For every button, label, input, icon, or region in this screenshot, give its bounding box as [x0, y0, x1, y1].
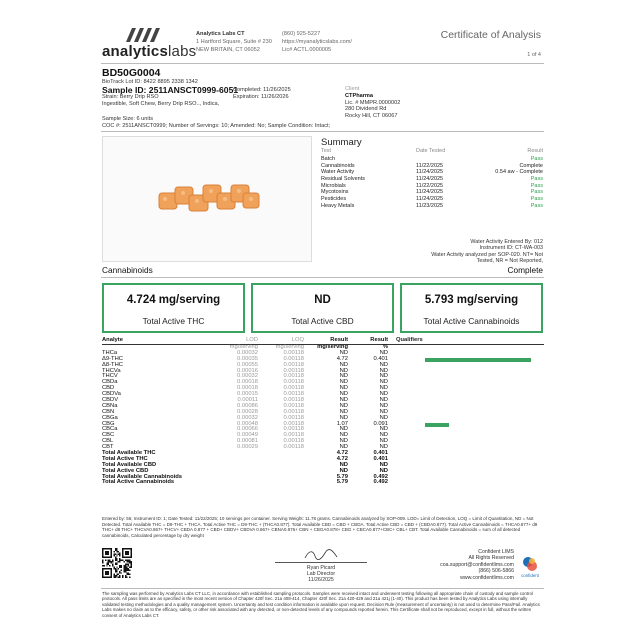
total-name: Total Available CBD — [102, 461, 157, 468]
total-name: Total Active THC — [102, 455, 148, 462]
signature-block — [275, 548, 367, 583]
col-result-mg: Result — [330, 337, 348, 343]
summary-row — [321, 169, 543, 176]
client-city: Rocky Hill, CT 06067 — [345, 113, 398, 120]
page-number: 1 of 4 — [527, 52, 541, 58]
analyte-result-mg: ND — [339, 379, 348, 386]
total-result-pct: 0.401 — [373, 450, 388, 457]
product-photo — [102, 136, 312, 262]
client-license: Lic. # MMPR.0000002 — [345, 99, 401, 106]
qr-code-icon[interactable] — [102, 548, 132, 578]
lims-website[interactable]: www.confidentlims.com — [460, 574, 514, 581]
analyte-loq: 0.00118 — [283, 385, 304, 392]
analyte-lod: 0.00011 — [237, 397, 258, 404]
brand-word-bold: analytics — [102, 43, 169, 60]
signer-title: Lab Director — [306, 571, 336, 577]
summary-result: Pass — [530, 196, 543, 203]
summary-date: 11/22/2025 — [416, 182, 444, 189]
analyte-name: CBDVa — [102, 391, 121, 398]
analyte-result-pct: ND — [379, 414, 388, 421]
sample-size-block — [102, 116, 330, 130]
summary-row — [321, 176, 543, 183]
analyte-result-mg: ND — [339, 408, 348, 415]
analyte-name: THCa — [102, 349, 118, 356]
analyte-name: Δ8-THC — [102, 361, 123, 368]
analyte-result-mg: 4.72 — [336, 355, 348, 362]
analyte-name: THCVa — [102, 367, 121, 374]
summary-date: 11/24/2025 — [416, 176, 444, 183]
lab-phone: (860) 925-5227 — [282, 31, 321, 37]
total-result-mg: 4.72 — [336, 450, 348, 457]
lab-name: Analytics Labs CT — [196, 31, 245, 37]
analyte-result-mg: ND — [339, 402, 348, 409]
analyte-lod: 0.00015 — [237, 391, 258, 398]
analyte-loq: 0.00118 — [283, 444, 304, 451]
total-active-thc-label: Total Active THC — [142, 316, 205, 326]
total-active-thc-box — [102, 283, 245, 333]
analyte-name: CBCa — [102, 426, 118, 433]
analyte-result-mg: ND — [339, 432, 348, 439]
analyte-result-pct: ND — [379, 361, 388, 368]
analyte-loq: 0.00118 — [283, 373, 304, 380]
cannabinoids-section-title: Cannabinoids — [102, 265, 153, 275]
total-name: Total Active CBD — [102, 467, 149, 474]
analyte-result-bar — [425, 358, 531, 362]
summary-test: Microbials — [321, 182, 346, 189]
signer-name: Ryan Picard — [306, 565, 336, 571]
analyte-name: CBG — [102, 420, 115, 427]
analyte-result-mg: ND — [339, 414, 348, 421]
analyte-result-pct: 0.091 — [373, 420, 388, 427]
analyte-loq: 0.00118 — [283, 367, 304, 374]
analyte-result-mg: ND — [339, 444, 348, 451]
analyte-result-mg: ND — [339, 367, 348, 374]
cannabinoid-analyte-table — [102, 337, 544, 486]
analyte-loq: 0.00118 — [283, 408, 304, 415]
analysis-notes: Entered by: 56; Instrument ID: 1; Date Tested: 11/22/2025; 10 servings per container. Serving Weight: 11.78 grams. Cannabinoids analyzed by SOP-009. LOD= Limit of Detection, LOQ = Limit of Quantitation, ND = Not Detected. Total Available THC = D9-THC + THCA. Total Active THC = D9-THC + (THCA0.877). Total Available CBD = CBD + CBDA. Total Active CBD = CBD + (CBDA0.877). Total Active Cannabinoids = THCA0.877+ d9 THC+ d8 THC+ THCVA0.867+ THCV+ CBDA 0.877 + CBD+ CBDV+ CBDVA 0.867+ CBNA0.876+ CBN + CBGA0.878+ CBG + CBCA0.877+CBC+ CBL+ CBT. Total Available Cannabinoids = sum of all detected cannabinoids, Calculated percentage by dry weight — [102, 516, 538, 538]
col-lod: LOD — [246, 337, 258, 343]
summary-col-date: Date Tested — [416, 148, 446, 154]
signature-date: 11/26/2025 — [308, 577, 334, 583]
subcol-result-pct-unit: % — [382, 344, 388, 350]
total-result-mg: 5.79 — [336, 479, 348, 486]
analyte-result-mg: ND — [339, 426, 348, 433]
lims-phone: (866) 506-5866 — [478, 568, 514, 575]
total-name: Total Available THC — [102, 450, 156, 457]
summary-row — [321, 196, 543, 203]
summary-test: Residual Solvents — [321, 176, 366, 183]
analyte-loq: 0.00118 — [283, 402, 304, 409]
analyte-lod: 0.00016 — [237, 367, 258, 374]
summary-test: Pesticides — [321, 196, 347, 203]
analyte-result-pct: ND — [379, 391, 388, 398]
lims-info — [440, 549, 514, 581]
analyte-lod: 0.00066 — [237, 426, 258, 433]
confident-lims-logo — [517, 556, 543, 578]
summary-title: Summary — [321, 137, 362, 148]
total-active-thc-value: 4.724 mg/serving — [126, 294, 221, 306]
total-active-cannabinoids-label: Total Active Cannabinoids — [423, 316, 520, 326]
summary-row — [321, 156, 543, 163]
analyte-result-mg: ND — [339, 397, 348, 404]
analyte-name: CBN — [102, 408, 115, 415]
subcol-result-mg-unit: mg/serving — [317, 344, 348, 350]
analyte-name: CBNa — [102, 402, 118, 409]
wa-note-line3: Water Activity analyzed per SOP-020. NT= Not — [431, 251, 543, 258]
col-result-pct: Result — [370, 337, 388, 343]
analyte-lod: 0.00086 — [237, 402, 258, 409]
analyte-lod: 0.00018 — [237, 379, 258, 386]
col-loq: LOQ — [291, 337, 304, 343]
summary-result: 0.54 aw - Complete — [495, 169, 543, 176]
total-result-pct: ND — [379, 467, 388, 474]
analyte-result-pct: ND — [379, 432, 388, 439]
total-name: Total Available Cannabinoids — [102, 473, 182, 480]
brand-wordmark — [102, 43, 196, 60]
total-row — [102, 480, 544, 486]
batch-id: BD50G0004 — [102, 67, 161, 79]
client-block — [345, 86, 400, 120]
summary-header-row — [321, 148, 543, 156]
analyte-name: CBC — [102, 432, 115, 439]
document-title: Certificate of Analysis — [440, 29, 541, 41]
handwritten-signature-icon — [275, 548, 367, 562]
summary-test: Water Activity — [321, 169, 355, 176]
analyte-result-pct: ND — [379, 397, 388, 404]
total-active-cannabinoids-value: 5.793 mg/serving — [424, 294, 519, 306]
expiration-date: Expiration: 11/26/2026 — [233, 93, 289, 100]
water-activity-note — [431, 239, 543, 265]
summary-result: Pass — [530, 176, 543, 183]
summary-col-test: Test — [321, 148, 332, 154]
summary-test: Cannabinoids — [321, 162, 355, 169]
total-active-cbd-box — [251, 283, 394, 333]
analyte-result-pct: ND — [379, 349, 388, 356]
wa-note-line2: Instrument ID: CT-WA-003 — [479, 245, 543, 252]
sample-dates-block — [233, 87, 291, 101]
analyte-name: CBT — [102, 444, 114, 451]
analytics-labs-logo-icon — [126, 28, 160, 42]
analyte-loq: 0.00118 — [283, 349, 304, 356]
sample-divider — [101, 131, 544, 132]
analyte-lod: 0.00028 — [237, 408, 258, 415]
total-result-pct: ND — [379, 461, 388, 468]
analyte-lod: 0.00018 — [237, 385, 258, 392]
summary-date: 11/24/2025 — [416, 196, 444, 203]
summary-date: 11/24/2025 — [416, 169, 444, 176]
client-street: 280 Dividend Rd — [345, 106, 387, 113]
analyte-lod: 0.00032 — [237, 349, 258, 356]
confident-logo-text: confident — [521, 573, 539, 578]
analyte-name: CBGa — [102, 414, 118, 421]
analyte-result-pct: ND — [379, 444, 388, 451]
summary-result: Pass — [530, 189, 543, 196]
footer-disclaimer: The sampling was performed by Analytics Labs CT LLC, in accordance with established sampling protocols. Samples were received intact and underwent testing following all appropriate chain of custody and sample control protocols. All pass limits are as specified in the most recent version of Chapter 420f Sec. 21a 408-414, Chapter 420f Sec. 21a 420-429 and 21a 421j (1-40). This product has been tested by Analytics Labs using internally validated testing methodologies and a quality management system. Uncertainty and test condition information is available upon request. Decision Rule (measurement of uncertainty) is not used to determine Pass/Fail. Analytics Labs makes no claim as to the efficacy, safety, or other risk associated with any detected, or non-detected levels of any compounds reported herein. This Certificate shall not be reproduced, except in full, without the written consent of Analytics Labs CT. — [102, 591, 540, 618]
analyte-loq: 0.00118 — [283, 361, 304, 368]
summary-date: 11/24/2025 — [416, 189, 444, 196]
analyte-lod: 0.00032 — [237, 414, 258, 421]
total-active-cbd-label: Total Active CBD — [291, 316, 354, 326]
sample-strain: Strain: Berry Drip RSO — [102, 94, 159, 100]
analyte-result-mg: ND — [339, 361, 348, 368]
confident-logo-icon — [522, 556, 538, 572]
summary-date — [416, 156, 476, 163]
analyte-loq: 0.00118 — [283, 379, 304, 386]
analyte-result-pct: 0.401 — [373, 355, 388, 362]
lims-rights: All Rights Reserved — [468, 555, 514, 562]
client-label: Client — [345, 86, 360, 92]
analyte-name: CBL — [102, 438, 114, 445]
analyte-result-mg: ND — [339, 391, 348, 398]
analyte-lod: 0.00032 — [237, 373, 258, 380]
analyte-result-pct: ND — [379, 408, 388, 415]
sample-id: Sample ID: 2511ANSCT0999-6051 — [102, 85, 239, 95]
analyte-name: THCV — [102, 373, 118, 380]
analyte-result-pct: ND — [379, 402, 388, 409]
lab-website[interactable]: https://myanalyticslabs.com/ — [282, 39, 352, 45]
total-active-cbd-value: ND — [314, 294, 331, 306]
analyte-name: CBDV — [102, 397, 119, 404]
col-qualifiers: Qualifiers — [396, 337, 423, 343]
summary-result: Pass — [530, 182, 543, 189]
summary-col-result: Result — [527, 148, 543, 154]
analyte-result-pct: ND — [379, 367, 388, 374]
total-result-mg: ND — [339, 461, 348, 468]
summary-test: Heavy Metals — [321, 202, 355, 209]
wa-note-line4: Tested, NR = Not Reported, — [476, 258, 543, 265]
analyte-result-mg: ND — [339, 373, 348, 380]
analyte-name: Δ9-THC — [102, 355, 123, 362]
total-result-pct: 0.492 — [373, 473, 388, 480]
lims-email[interactable]: coa.support@confidentlims.com — [440, 561, 514, 568]
summary-result: Complete — [519, 162, 543, 169]
sample-size: Sample Size: 6 units — [102, 116, 153, 122]
summary-result: Pass — [530, 156, 543, 162]
lab-address-line2: NEW BRITAIN, CT 06052 — [196, 47, 260, 53]
total-result-mg: 5.79 — [336, 473, 348, 480]
analyte-result-pct: ND — [379, 373, 388, 380]
lims-name: Confident LIMS — [478, 549, 514, 555]
footer-divider — [101, 588, 544, 589]
total-result-pct: 0.492 — [373, 479, 388, 486]
summary-row — [321, 203, 543, 210]
analyte-result-mg: 1.07 — [336, 420, 348, 427]
analyte-result-pct: ND — [379, 426, 388, 433]
completed-date: Completed: 11/26/2025 — [233, 87, 291, 93]
summary-result: Pass — [530, 202, 543, 209]
analyte-loq: 0.00118 — [283, 355, 304, 362]
subcol-loq-unit: mg/serving — [275, 344, 304, 350]
analyte-lod: 0.00029 — [237, 444, 258, 451]
analyte-loq: 0.00118 — [283, 426, 304, 433]
biotrack-id: BioTrack Lot ID: 8422 8895 2338 1342 — [102, 79, 198, 85]
total-active-cannabinoids-box — [400, 283, 543, 333]
header-divider — [101, 63, 544, 64]
summary-table — [321, 148, 543, 210]
analyte-result-bar — [425, 423, 449, 427]
total-name: Total Active Cannabinoids — [102, 479, 175, 486]
summary-row — [321, 183, 543, 190]
analyte-loq: 0.00118 — [283, 397, 304, 404]
analyte-loq: 0.00118 — [283, 420, 304, 427]
summary-date: 11/23/2025 — [416, 202, 444, 209]
analyte-lod: 0.00049 — [237, 432, 258, 439]
analyte-loq: 0.00118 — [283, 414, 304, 421]
col-analyte: Analyte — [102, 337, 123, 343]
summary-date: 11/22/2025 — [416, 162, 444, 169]
soft-chew-image-icon — [103, 137, 311, 261]
analyte-loq: 0.00118 — [283, 391, 304, 398]
signature-line — [275, 548, 367, 563]
brand-word-light: labs — [168, 43, 197, 60]
analyte-name: CBD — [102, 385, 115, 392]
analyte-lod: 0.00081 — [237, 438, 258, 445]
analyte-result-mg: ND — [339, 438, 348, 445]
lab-address-block — [196, 30, 272, 54]
lab-contact-block — [282, 30, 352, 54]
summary-row — [321, 163, 543, 170]
analyte-lod: 0.00048 — [237, 420, 258, 427]
sample-strain-block — [102, 94, 219, 108]
summary-test: Batch — [321, 156, 336, 162]
analyte-result-pct: ND — [379, 385, 388, 392]
summary-test: Mycotoxins — [321, 189, 349, 196]
analyte-loq: 0.00118 — [283, 438, 304, 445]
analyte-result-mg: ND — [339, 385, 348, 392]
analyte-lod: 0.00035 — [237, 355, 258, 362]
subcol-lod-unit: mg/serving — [229, 344, 258, 350]
total-result-pct: 0.401 — [373, 455, 388, 462]
lab-license: Lic# ACTL.0000005 — [282, 47, 332, 53]
lab-address-line1: 1 Hartford Square, Suite # 230 — [196, 39, 272, 45]
wa-note-line1: Water Activity Entered By: 012 — [470, 239, 543, 245]
analyte-name: CBDa — [102, 379, 118, 386]
analyte-loq: 0.00118 — [283, 432, 304, 439]
client-name: CTPharma — [345, 92, 373, 99]
analyte-result-mg: ND — [339, 349, 348, 356]
analyte-lod: 0.00055 — [237, 361, 258, 368]
cannabinoids-divider — [101, 277, 544, 278]
sample-matrix: Ingestible, Soft Chew, Berry Drip RSO.., Indica, — [102, 100, 220, 107]
total-result-mg: ND — [339, 467, 348, 474]
analyte-result-pct: ND — [379, 438, 388, 445]
analyte-result-pct: ND — [379, 379, 388, 386]
coc-line: COC #: 2511ANSCT0999; Number of Servings: 10; Amended: No; Sample Condition: Intact; — [102, 122, 331, 129]
total-result-mg: 4.72 — [336, 455, 348, 462]
summary-row — [321, 189, 543, 196]
cannabinoids-status: Complete — [507, 265, 543, 275]
